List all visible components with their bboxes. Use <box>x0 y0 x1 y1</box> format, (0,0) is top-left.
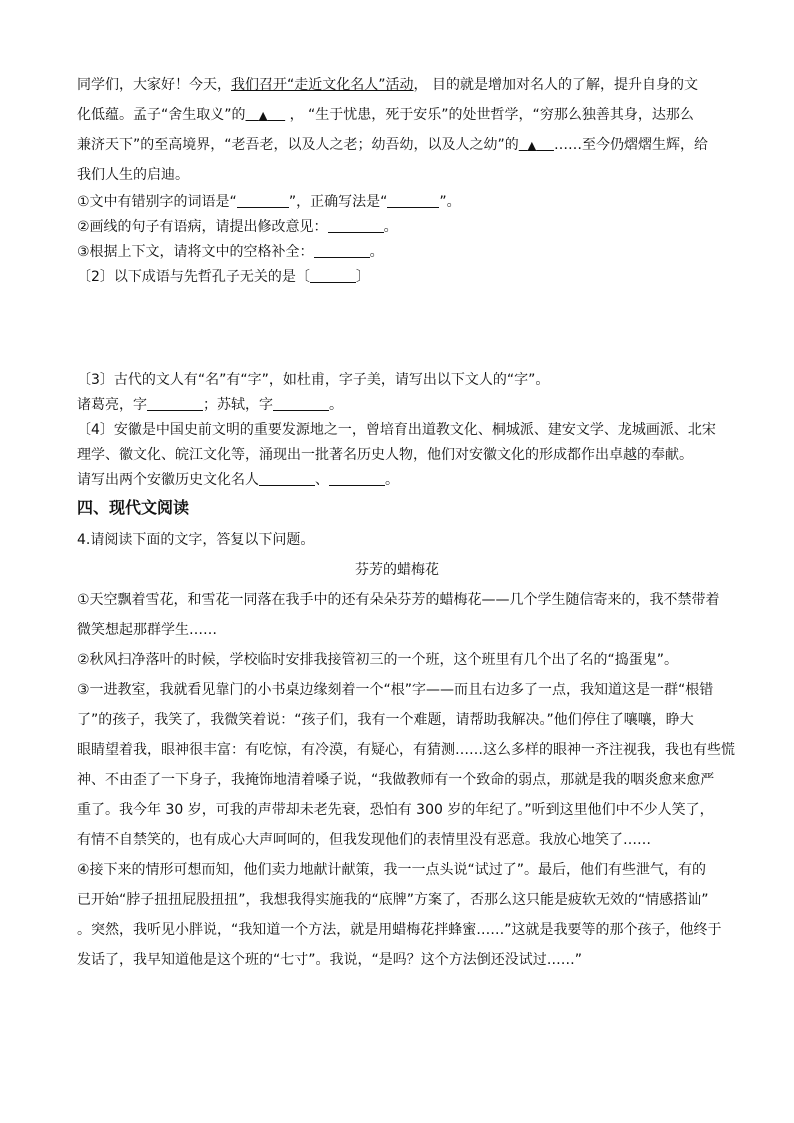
answer-blank[interactable] <box>329 469 385 486</box>
answer-blank[interactable] <box>387 191 439 208</box>
question-text: ③根据上下文，请将文中的空格补全： <box>77 244 314 260</box>
question-text: 。 <box>369 244 384 260</box>
passage-line: 有情不自禁笑的，也有成心大声呵呵的，但我发现他们的表情里没有恶意。我放心地笑了…… <box>77 832 651 848</box>
answer-blank[interactable] <box>314 241 370 258</box>
question-text: 〔2〕以下成语与先哲孔子无关的是〔 <box>77 269 310 285</box>
blank-space <box>77 290 717 368</box>
question-text: ”。 <box>439 194 461 210</box>
passage-line: 已开始“脖子扭扭屁股扭扭”，我想我得实施我的“底牌”方案了，否那么这只能是疲软无效的“情感搭讪” <box>77 892 709 908</box>
question-text: ②画线的句子有语病，请提出修改意见： <box>77 219 328 235</box>
intro-text: 同学们，大家好！今天， <box>77 77 231 93</box>
question-5-answers <box>77 393 717 418</box>
section-heading: 四、现代文阅读 <box>77 498 190 517</box>
passage-line: ②秋风扫净落叶的时候，学校临时安排我接管初三的一个班，这个班里有几个出了名的“捣蛋鬼”。 <box>77 652 679 668</box>
underlined-sentence: 我们召开“走近文化名人”活动 <box>231 77 414 93</box>
passage-line: 神、不由歪了一下身子，我掩饰地清着嗓子说，“我做教师有一个致命的弱点，那就是我的咽炎愈来愈严 <box>77 772 715 788</box>
passage-line: 。突然，我听见小胖说，“我知道一个方法，就是用蜡梅花拌蜂蜜……”这就是我要等的那个孩子，他终于 <box>77 922 722 938</box>
question-text: 。 <box>383 219 398 235</box>
blank-triangle-2[interactable] <box>519 137 554 153</box>
passage-line: 了”的孩子，我笑了，我微笑着说：“孩子们，我有一个难题，请帮助我解决。”他们停住了嚷嚷，睁大 <box>77 712 694 728</box>
triangle-icon: ▲ <box>527 139 537 152</box>
intro-text: ， “生于忧患，死于安乐”的处世哲学，“穷那么独善其身，达那么 <box>285 107 694 123</box>
question-text: ；苏轼，字 <box>203 397 273 413</box>
answer-blank[interactable] <box>328 216 384 233</box>
question-4 <box>77 265 717 290</box>
intro-text: ， 目的就是增加对名人的了解，提升自身的文 <box>413 77 698 93</box>
answer-blank[interactable] <box>147 394 203 411</box>
intro-text: ……至今仍熠熠生辉，给 <box>553 137 708 153</box>
passage-line: 重了。我今年 30 岁，可我的声带却未老先衰，恐怕有 300 岁的年纪了。”听到这里他们中不少人笑了， <box>77 802 714 818</box>
intro-line-3 <box>77 130 717 160</box>
question-1 <box>77 190 717 215</box>
answer-blank[interactable] <box>273 394 329 411</box>
passage-line: 眼睛望着我，眼神很丰富：有吃惊，有冷漠，有疑心，有猜测……这么多样的眼神一齐注视我，我也有些慌 <box>77 742 735 758</box>
intro-line-4: 我们人生的启迪。 <box>77 167 189 183</box>
reading-instruction: 4.请阅读下面的文字，答复以下问题。 <box>77 532 315 548</box>
passage-line: ④接下来的情形可想而知，他们卖力地献计献策，我一一点头说“试过了”。最后，他们有些泄气，有的 <box>77 862 707 878</box>
passage-body <box>77 585 735 975</box>
question-6-line-2: 理学、徽文化、皖江文化等，涌现出一批著名历史人物，他们对安徽文化的形成都作出卓越的奉献。 <box>77 447 693 463</box>
question-text: 。 <box>329 397 343 413</box>
blank-triangle-1[interactable] <box>246 107 286 123</box>
passage-line: 微笑想起那群学生…… <box>77 622 217 638</box>
answer-blank[interactable] <box>259 469 315 486</box>
passage-line: ①天空飘着雪花，和雪花一同落在我手中的还有朵朵芬芳的蜡梅花——几个学生随信寄来的，我不禁带着 <box>77 592 720 608</box>
question-text: ①文中有错别字的词语是“ <box>77 194 237 210</box>
triangle-icon: ▲ <box>258 109 268 122</box>
question-text: 。 <box>385 472 399 488</box>
intro-text: 兼济天下”的至高境界，“老吾老，以及人之老；幼吾幼，以及人之幼”的 <box>77 137 519 153</box>
question-3 <box>77 240 717 265</box>
intro-line-1 <box>77 70 717 100</box>
document-page <box>77 70 735 975</box>
question-text: 、 <box>315 472 329 488</box>
question-text: 请写出两个安徽历史文化名人 <box>77 472 259 488</box>
question-5: 〔3〕古代的文人有“名”有“字”，如杜甫，字子美，请写出以下文人的“字”。 <box>77 372 550 388</box>
answer-blank[interactable] <box>237 191 289 208</box>
question-6-line-1: 〔4〕安徽是中国史前文明的重要发源地之一，曾培育出道教文化、桐城派、建安文学、龙城画派、北宋 <box>77 422 716 438</box>
intro-line-2 <box>77 100 717 130</box>
passage-line: ③一进教室，我就看见靠门的小书桌边缘刻着一个“根”字——而且右边多了一点，我知道这是一群“根错 <box>77 682 714 698</box>
answer-blank[interactable] <box>310 266 356 283</box>
passage-line: 发话了，我早知道他是这个班的“七寸”。我说，“是吗？这个方法倒还没试过……” <box>77 952 583 968</box>
question-6-line-3 <box>77 468 717 493</box>
question-text: 〕 <box>355 269 370 285</box>
question-text: ”，正确写法是“ <box>288 194 388 210</box>
intro-text: 化低蕴。孟子“舍生取义”的 <box>77 107 246 123</box>
question-2 <box>77 215 717 240</box>
question-text: 诸葛亮，字 <box>77 397 147 413</box>
passage-title: 芬芳的蜡梅花 <box>355 562 439 578</box>
